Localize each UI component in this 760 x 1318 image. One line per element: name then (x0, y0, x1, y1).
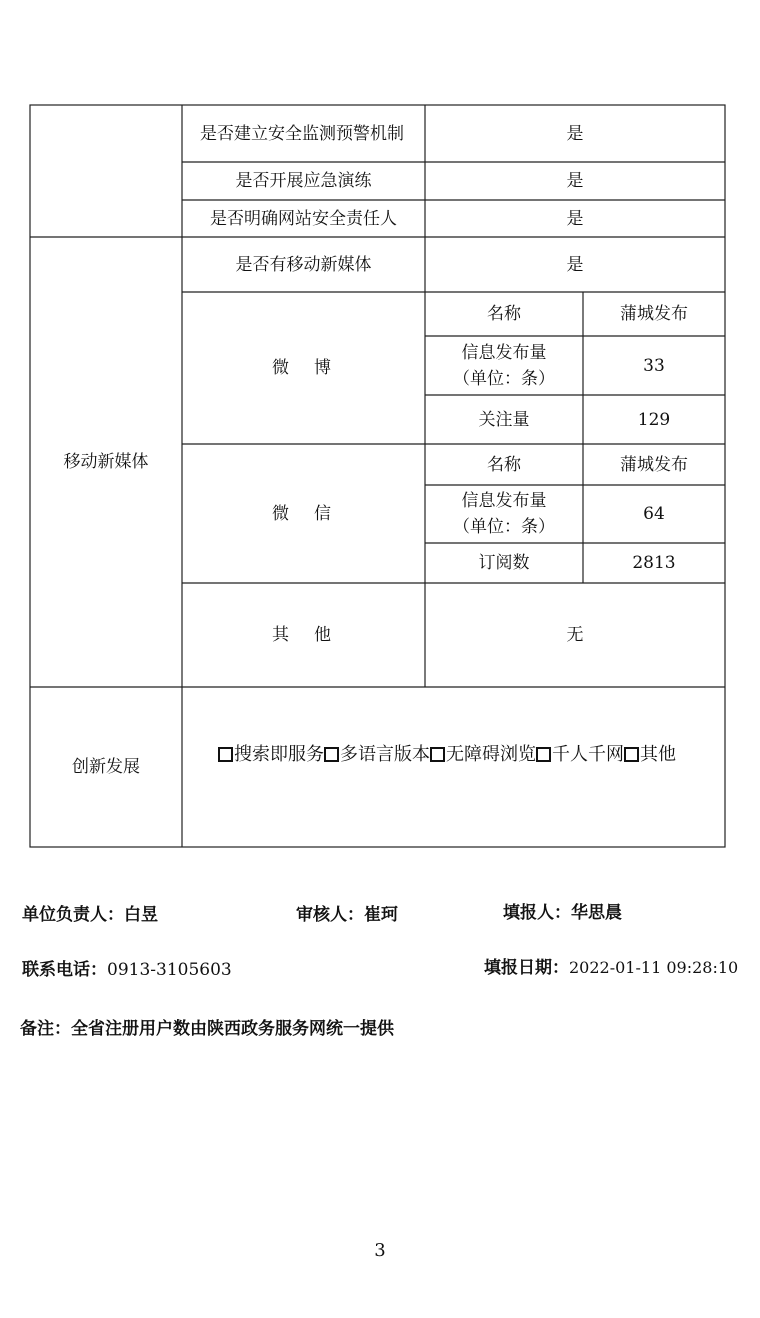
footnote: 备注：全省注册用户数由陕西政务服务网统一提供 (20, 1019, 394, 1039)
security-owner-label: 是否明确网站安全责任人 (210, 208, 397, 229)
weibo-followers-value: 129 (637, 409, 671, 430)
phone-label: 联系电话： (22, 960, 107, 980)
weibo-followers-key: 关注量 (478, 409, 530, 430)
wechat-name-value: 蒲城发布 (620, 454, 688, 475)
reviewer-label: 审核人： (296, 905, 364, 925)
wechat-label: 微 信 (272, 503, 335, 524)
wechat-name-key: 名称 (487, 454, 521, 475)
weibo-posts-key: 信息发布量（单位：条） (453, 342, 555, 389)
fill-date-label: 填报日期： (484, 958, 569, 978)
weibo-label: 微 博 (272, 358, 335, 378)
filler (503, 898, 622, 923)
wechat-posts-value: 64 (643, 504, 665, 524)
mobile-media-section-label: 移动新媒体 (63, 452, 149, 472)
has-mobile-media-label: 是否有移动新媒体 (235, 254, 372, 275)
unit-head (22, 900, 158, 925)
checkbox[interactable] (536, 747, 551, 762)
page-number: 3 (374, 1240, 386, 1261)
checkbox[interactable] (218, 747, 233, 762)
checkbox[interactable] (624, 747, 639, 762)
fill-date-value: 2022-01-11 09:28:10 (569, 958, 739, 977)
emergency-drill-value: 是 (566, 171, 584, 191)
reviewer-value: 崔珂 (364, 905, 398, 925)
wechat-posts-key: 信息发布量（单位：条） (453, 491, 555, 537)
weibo-name-value: 蒲城发布 (620, 304, 688, 324)
filler-label: 填报人： (503, 903, 571, 923)
option-personalized: 千人千网 (552, 744, 624, 765)
emergency-drill-label: 是否开展应急演练 (235, 171, 372, 191)
phone-value: 0913-3105603 (107, 960, 232, 980)
weibo-name-key: 名称 (487, 304, 521, 324)
reviewer (296, 900, 398, 925)
filler-value: 华思晨 (571, 903, 622, 923)
innovation-label: 创新发展 (72, 757, 140, 777)
security-monitoring-value: 是 (566, 123, 584, 144)
unit-head-value: 白昱 (124, 905, 158, 925)
fill-date (484, 953, 738, 978)
has-mobile-media-value: 是 (566, 254, 584, 275)
phone (22, 955, 232, 980)
checkbox[interactable] (430, 747, 445, 762)
security-owner-value: 是 (566, 208, 584, 229)
other-media-label: 其 他 (272, 625, 335, 645)
weibo-posts-value: 33 (643, 355, 665, 376)
option-accessibility: 无障碍浏览 (446, 744, 536, 765)
cell-text: 是否建立安全监测预警机制 (200, 124, 404, 144)
wechat-subscribers-key: 订阅数 (478, 553, 530, 573)
security-monitoring-label (192, 107, 412, 161)
wechat-subscribers-value: 2813 (632, 553, 676, 573)
option-search-as-service: 搜索即服务 (234, 744, 324, 765)
option-other: 其他 (640, 744, 676, 765)
option-multilingual: 多语言版本 (340, 744, 430, 765)
innovation-options (218, 740, 676, 766)
other-media-value: 无 (566, 625, 584, 645)
checkbox[interactable] (324, 747, 339, 762)
unit-head-label: 单位负责人： (22, 905, 124, 925)
